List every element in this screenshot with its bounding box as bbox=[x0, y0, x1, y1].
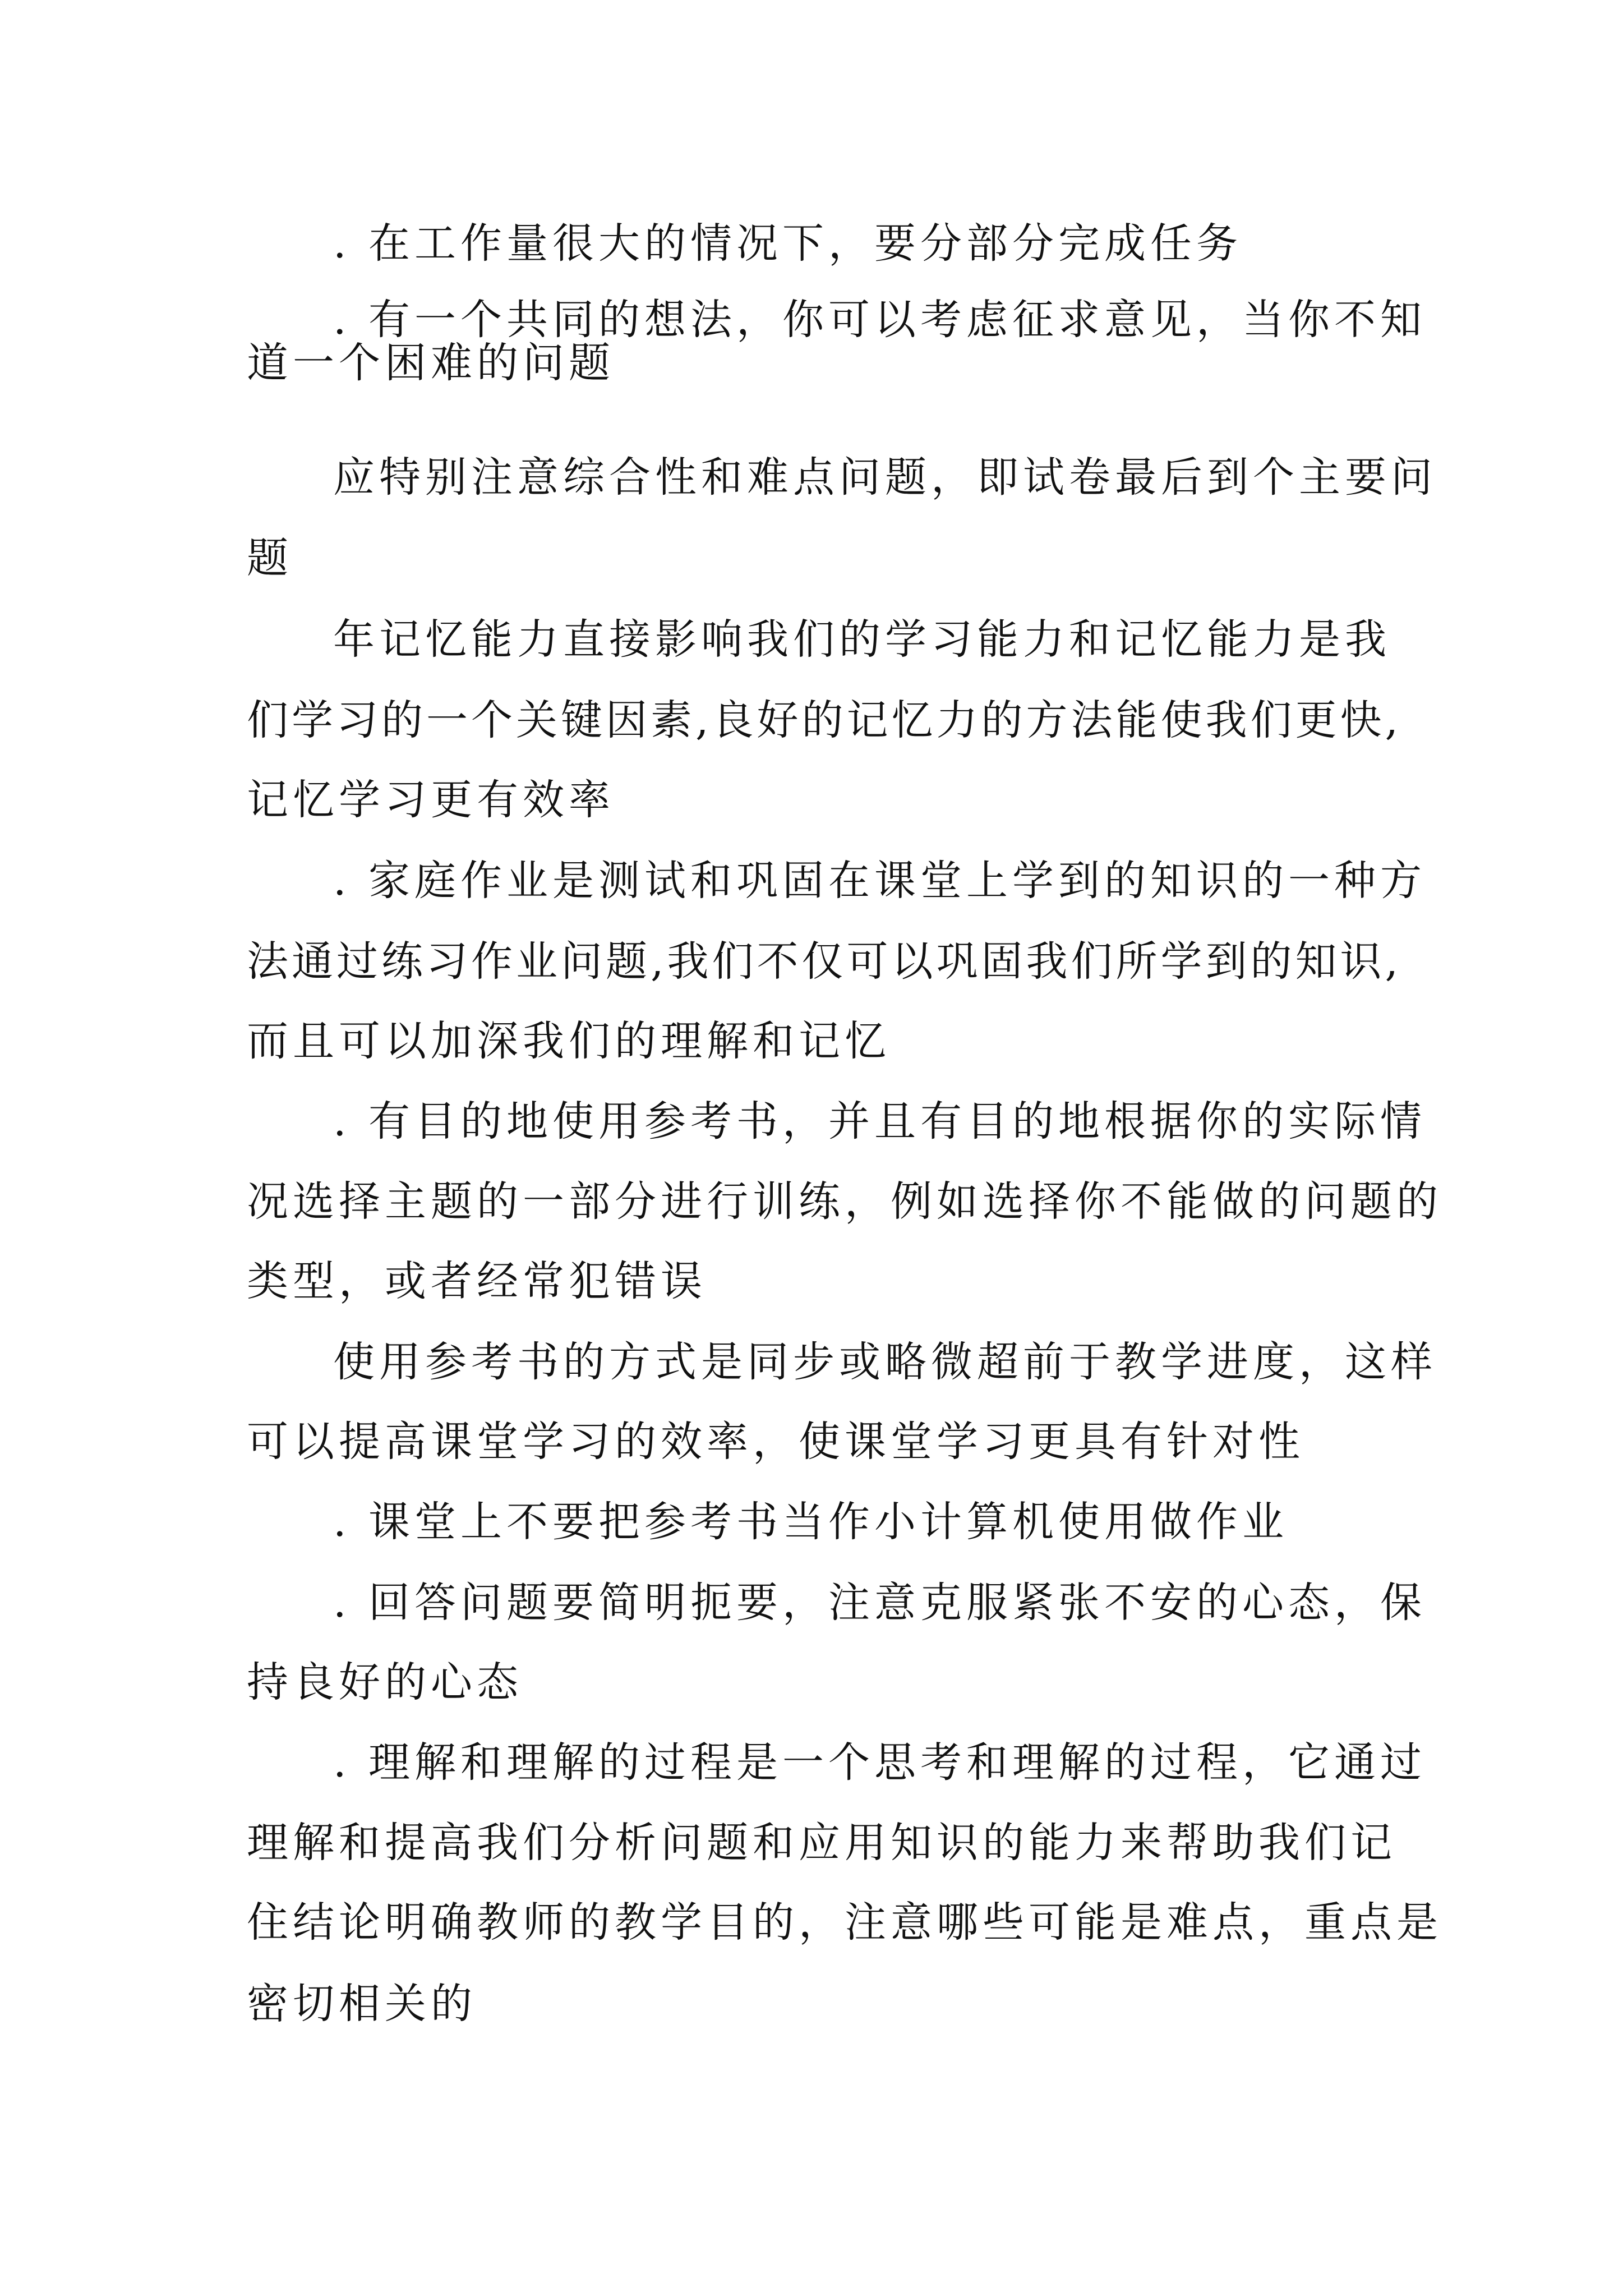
paragraph-line: 类型，或者经常犯错误 bbox=[247, 1257, 707, 1305]
paragraph-line: 题 bbox=[247, 534, 293, 582]
paragraph-line: 持良好的心态 bbox=[247, 1658, 523, 1706]
paragraph-line: 应特别注意综合性和难点问题，即试卷最后到个主要问 bbox=[333, 453, 1437, 501]
paragraph-line: 而且可以加深我们的理解和记忆 bbox=[247, 1017, 891, 1065]
paragraph-line: . 有一个共同的想法，你可以考虑征求意见，当你不知 bbox=[333, 296, 1427, 344]
paragraph-line: . 理解和理解的过程是一个思考和理解的过程，它通过 bbox=[333, 1738, 1427, 1787]
paragraph-line: . 回答问题要简明扼要，注意克服紧张不安的心态，保 bbox=[333, 1579, 1427, 1627]
paragraph-line: 密切相关的 bbox=[247, 1980, 477, 2028]
paragraph-line: . 家庭作业是测试和巩固在课堂上学到的知识的一种方 bbox=[333, 857, 1427, 905]
paragraph-line: 住结论明确教师的教学目的，注意哪些可能是难点，重点是 bbox=[247, 1898, 1442, 1947]
paragraph-line: 法通过练习作业问题,我们不仅可以巩固我们所学到的知识, bbox=[247, 937, 1402, 986]
paragraph-line: . 在工作量很大的情况下，要分部分完成任务 bbox=[333, 219, 1243, 268]
paragraph-line: . 有目的地使用参考书，并且有目的地根据你的实际情 bbox=[333, 1097, 1427, 1145]
paragraph-line: 年记忆能力直接影响我们的学习能力和记忆能力是我 bbox=[333, 615, 1391, 664]
paragraph-line: 理解和提高我们分析问题和应用知识的能力来帮助我们记 bbox=[247, 1819, 1396, 1867]
paragraph-line: 道一个困难的问题 bbox=[247, 339, 615, 387]
paragraph-line: 况选择主题的一部分进行训练，例如选择你不能做的问题的 bbox=[247, 1177, 1442, 1226]
paragraph-line: 可以提高课堂学习的效率，使课堂学习更具有针对性 bbox=[247, 1418, 1304, 1466]
paragraph-line: 们学习的一个关键因素,良好的记忆力的方法能使我们更快, bbox=[247, 696, 1402, 744]
paragraph-line: 记忆学习更有效率 bbox=[247, 776, 615, 824]
paragraph-line: . 课堂上不要把参考书当作小计算机使用做作业 bbox=[333, 1498, 1289, 1546]
paragraph-line: 使用参考书的方式是同步或略微超前于教学进度，这样 bbox=[333, 1338, 1437, 1386]
